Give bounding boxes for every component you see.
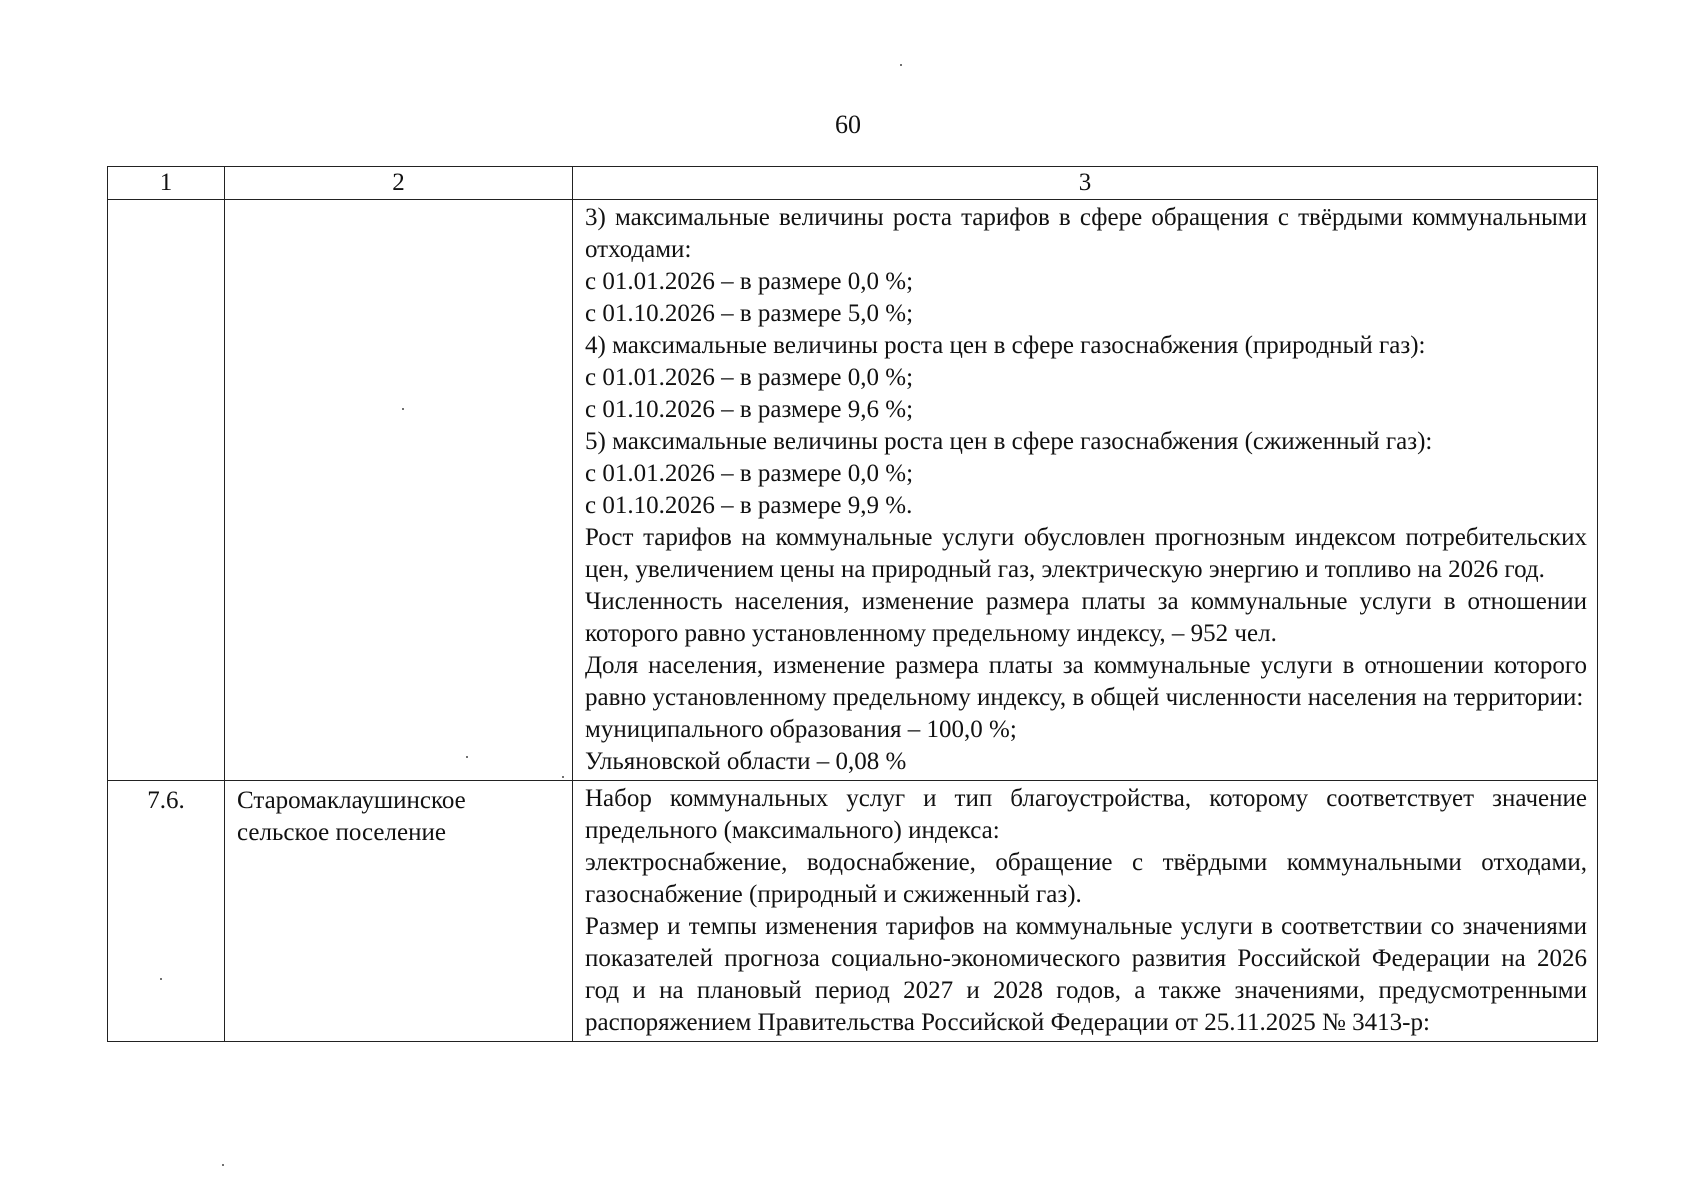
scan-speck <box>160 978 162 980</box>
settlement-name: Старомаклаушинское сельское поселение <box>225 781 573 1042</box>
row-number: 7.6. <box>108 781 225 1042</box>
row-content <box>573 781 1598 1042</box>
scan-speck <box>466 756 468 758</box>
paragraph: с 01.10.2026 – в размере 9,9 %. <box>585 492 913 519</box>
paragraph: с 01.10.2026 – в размере 5,0 %; <box>585 300 914 327</box>
paragraph: Рост тарифов на коммунальные услуги обусловлен прогнозным индексом потребительских цен, увеличением цены на природный газ, электрическую энергию и топливо на 2026 год. <box>585 524 1587 583</box>
scan-speck <box>402 408 404 410</box>
paragraph: 5) максимальные величины роста цен в сфере газоснабжения (сжиженный газ): <box>585 428 1433 455</box>
header-row <box>108 167 1598 200</box>
paragraph: Доля населения, изменение размера платы за коммунальные услуги в отношении которого равно установленному предельному индексу, в общей численности населения на территории: <box>585 652 1587 711</box>
paragraph: Ульяновской области – 0,08 % <box>585 748 907 775</box>
tariff-table <box>107 166 1598 1042</box>
paragraph: Набор коммунальных услуг и тип благоустройства, которому соответствует значение предельного (максимального) индекса: <box>585 785 1587 844</box>
row-number <box>108 200 225 781</box>
paragraph: Численность населения, изменение размера платы за коммунальные услуги в отношении которого равно установленному предельному индексу, – 952 чел. <box>585 588 1587 647</box>
paragraph: с 01.01.2026 – в размере 0,0 %; <box>585 268 914 295</box>
paragraph: с 01.01.2026 – в размере 0,0 %; <box>585 460 914 487</box>
paragraph: 4) максимальные величины роста цен в сфере газоснабжения (природный газ): <box>585 332 1426 359</box>
column-header-2: 2 <box>225 167 573 200</box>
scan-speck <box>900 64 902 66</box>
table-header <box>108 167 1598 200</box>
scan-speck <box>222 1164 224 1166</box>
paragraph: электроснабжение, водоснабжение, обращение с твёрдыми коммунальными отходами, газоснабжение (природный и сжиженный газ). <box>585 849 1587 908</box>
scan-speck <box>562 776 564 778</box>
table-body <box>108 200 1598 1042</box>
column-header-1: 1 <box>108 167 225 200</box>
row-content <box>573 200 1598 781</box>
column-header-3: 3 <box>573 167 1598 200</box>
table-row <box>108 781 1598 1042</box>
paragraph: Размер и темпы изменения тарифов на коммунальные услуги в соответствии со значениями показателей прогноза социально-экономического развития Российской Федерации на 2026 год и на плановый период 2027 и 2028 годов, а также значениями, предусмотренными распоряжением Правительства Российской Федерации от 25.11.2025 № 3413-р: <box>585 913 1587 1036</box>
table-row <box>108 200 1598 781</box>
paragraph: с 01.01.2026 – в размере 0,0 %; <box>585 364 914 391</box>
paragraph: с 01.10.2026 – в размере 9,6 %; <box>585 396 914 423</box>
page-number: 60 <box>835 110 861 139</box>
paragraph: муниципального образования – 100,0 %; <box>585 716 1017 743</box>
settlement-name <box>225 200 573 781</box>
paragraph: 3) максимальные величины роста тарифов в сфере обращения с твёрдыми коммунальными отходами: <box>585 204 1587 263</box>
